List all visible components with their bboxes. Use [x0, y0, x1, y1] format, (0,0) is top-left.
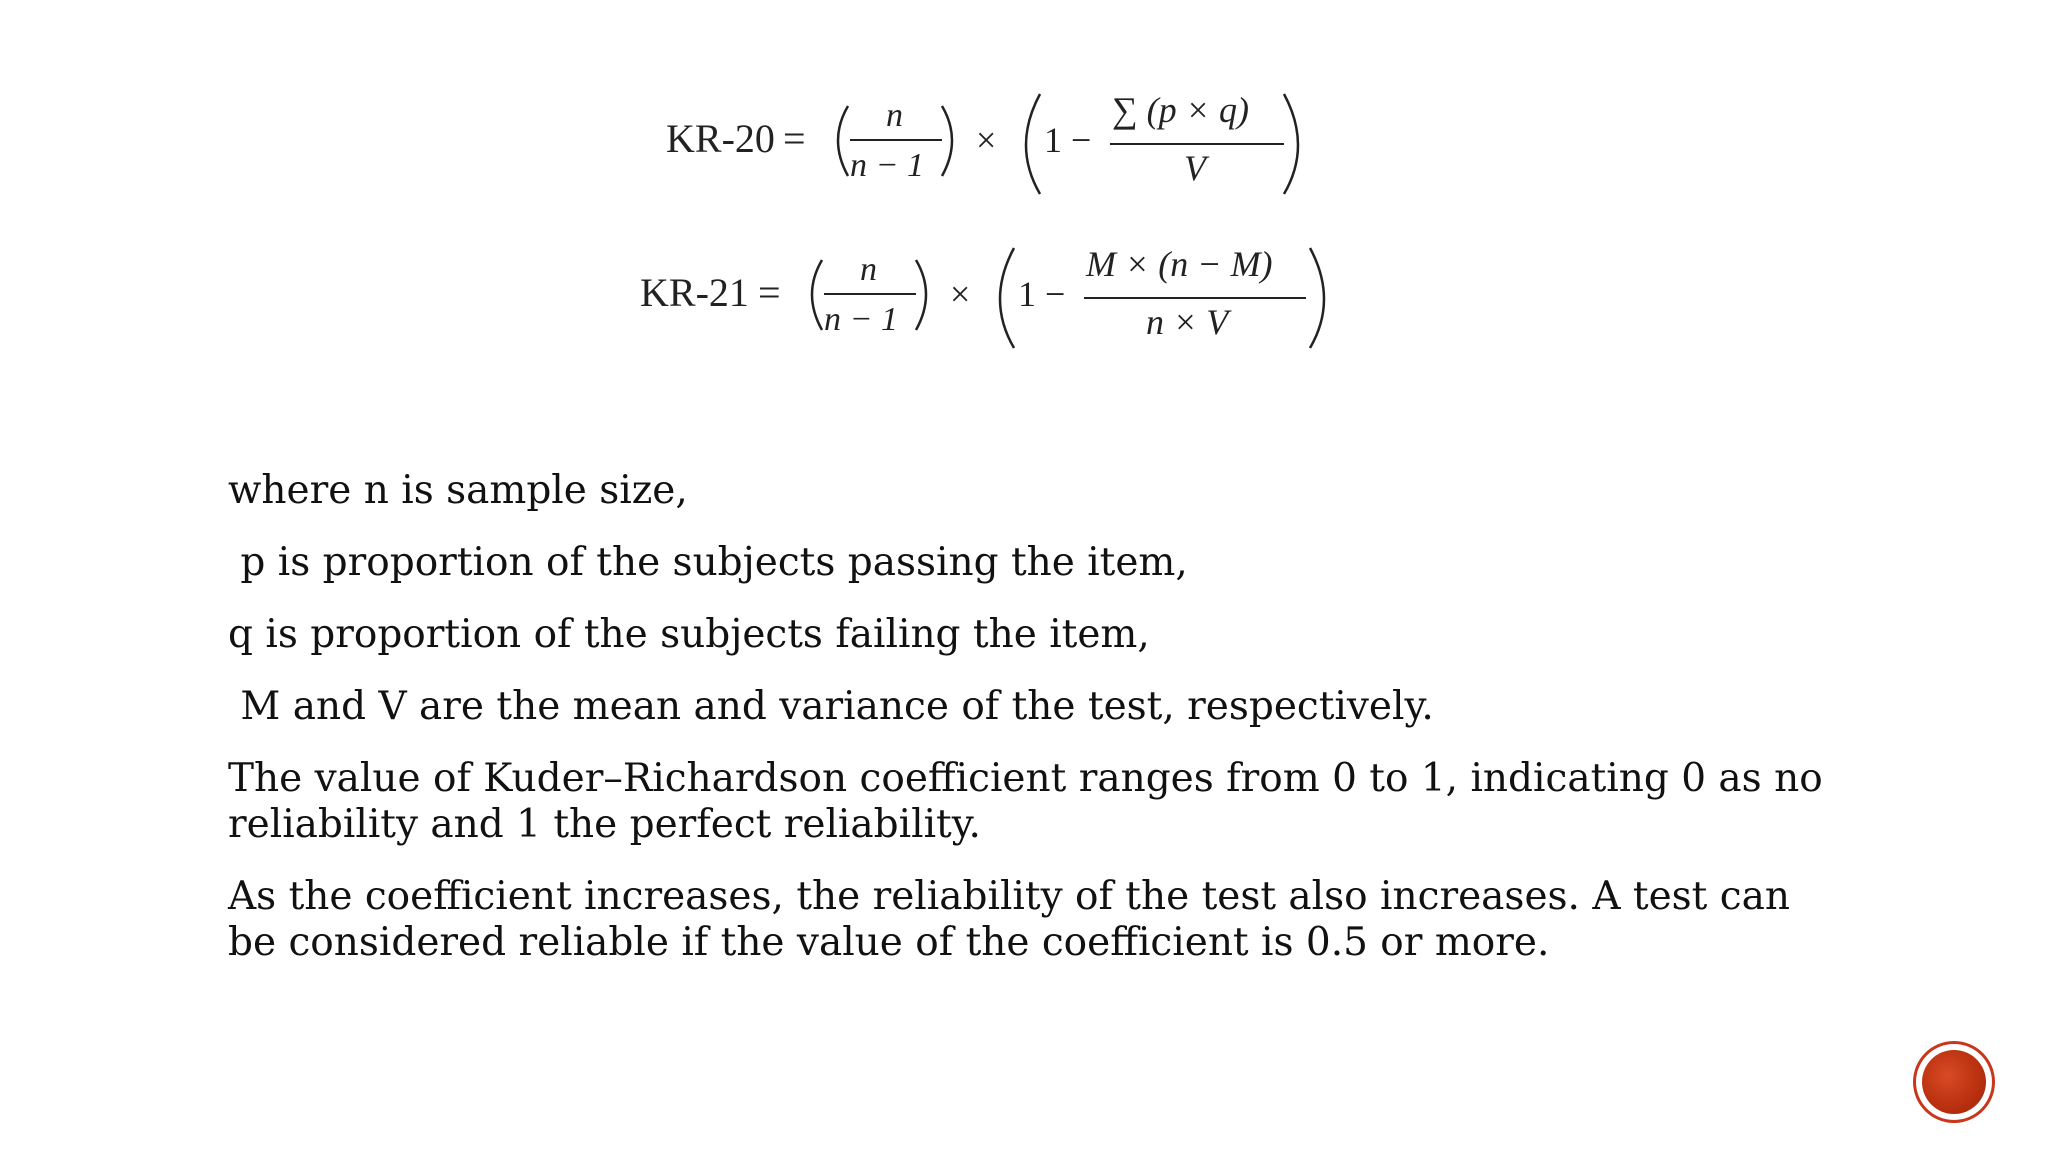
kr20-frac2-den: V — [1184, 148, 1206, 188]
kr21-equals: = — [758, 270, 781, 315]
definition-q: q is proportion of the subjects failing the item, — [228, 612, 1150, 657]
kr20-paren-open-2 — [1026, 94, 1040, 194]
badge-inner — [1922, 1050, 1986, 1114]
kr21-paren-close-2 — [1310, 248, 1324, 348]
kr20-frac2-num: ∑ (p × q) — [1112, 90, 1249, 130]
kr20-paren-close-2 — [1284, 94, 1298, 194]
kr21-frac1-num: n — [860, 251, 877, 288]
slide-badge-icon — [1916, 1044, 1992, 1120]
definition-m-v: M and V are the mean and variance of the test, respectively. — [228, 684, 1434, 729]
kr21-lhs: KR-21 — [640, 270, 749, 315]
definition-p: p is proportion of the subjects passing the item, — [228, 540, 1188, 585]
kr20-paren-open-1 — [838, 106, 848, 176]
kr21-paren-open-1 — [812, 260, 822, 330]
kr21-times: × — [950, 274, 971, 314]
kr20-equals: = — [783, 116, 806, 161]
kr21-paren-open-2 — [1000, 248, 1014, 348]
kr21-paren-close-1 — [916, 260, 926, 330]
kr21-formula — [0, 222, 2048, 372]
kr20-lhs: KR-20 — [666, 116, 775, 161]
definition-n: where n is sample size, — [228, 468, 688, 513]
coefficient-range: The value of Kuder–Richardson coefficient ranges from 0 to 1, indicating 0 as no reliability and 1 the perfect reliability. — [228, 756, 1836, 847]
kr21-frac2-den: n × V — [1146, 302, 1229, 342]
explanation-text — [228, 468, 1836, 992]
kr21-frac2-num: M × (n − M) — [1086, 244, 1273, 284]
kr21-one-minus: 1 − — [1018, 274, 1066, 314]
kr20-one-minus: 1 − — [1044, 120, 1092, 160]
reliability-threshold: As the coefficient increases, the reliability of the test also increases. A test can be considered reliable if the value of the coefficient is 0.5 or more. — [228, 874, 1803, 965]
kr20-paren-close-1 — [942, 106, 952, 176]
kr20-frac1-num: n — [886, 97, 903, 134]
kr20-formula — [0, 70, 2048, 220]
kr21-frac1-den: n − 1 — [824, 301, 898, 338]
kr20-times: × — [976, 120, 997, 160]
kr20-frac1-den: n − 1 — [850, 147, 924, 184]
